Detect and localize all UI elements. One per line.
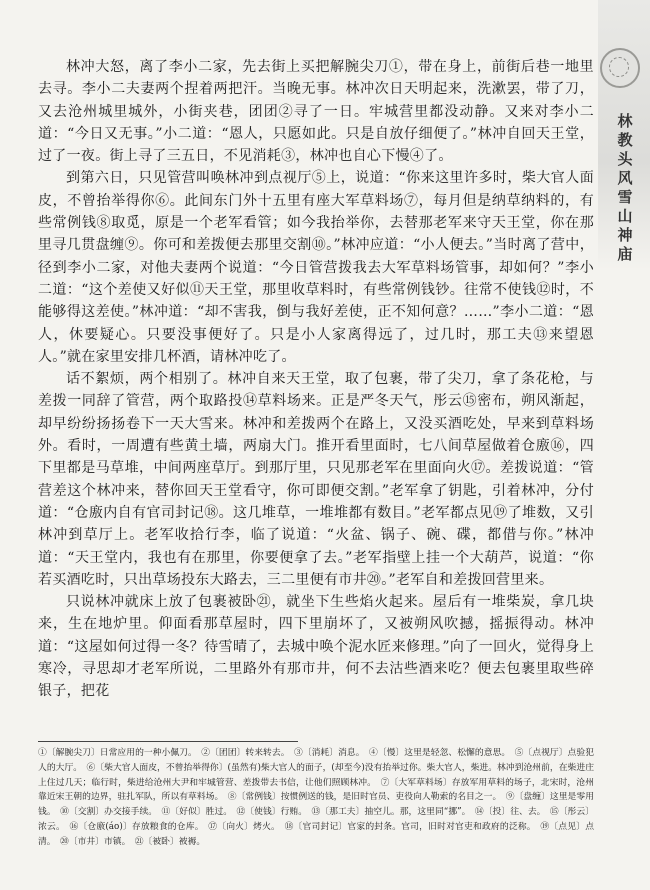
side-decoration	[598, 0, 650, 270]
footnote-divider	[38, 741, 298, 742]
paragraph: 只说林冲就床上放了包裹被卧㉑，就坐下生些焰火起来。屋后有一堆柴炭，拿几块来，生在地炉里。仰面看那草屋时，四下里崩坏了，又被朔风吹撼，摇振得动。林冲道：“这屋如何过得一冬？待雪晴了，去城中唤个泥水匠来修理。”向了一回火，觉得身上寒冷，寻思却才老军所说，二里路外有那市井，何不去沽些酒来吃？便去包裹里取些碎银子，把花	[38, 594, 594, 700]
main-text	[38, 56, 594, 703]
seal-icon	[600, 48, 640, 88]
footnote-text: ①〔解腕尖刀〕日常应用的一种小佩刀。 ②〔团团〕转来转去。 ③〔消耗〕消息。 ④〔慢〕这里是轻忽、松懈的意思。 ⑤〔点视厅〕点验犯人的大厅。 ⑥〔柴大官人面皮，不曾抬举得你〕(虽然有)柴大官人的面子，(却至今)没有抬举过你。柴大官人，柴进。林冲到沧州前，在柴进庄上住过几天；临行时，柴进给沧州大尹和牢城管营、差拨带去书信，让他们照顾林冲。 ⑦〔大军草料场〕存放军用草料的场子，北宋时，沧州靠近宋王朝的边界，驻扎军队，所以有草料场。 ⑧〔常例钱〕按惯例送的钱，是旧时官员、吏役向人勒索的名目之一。 ⑨〔盘缠〕这里是零用钱。 ⑩〔交割〕办交接手续。 ⑪〔好似〕胜过。 ⑫〔使钱〕行贿。 ⑬〔那工夫〕抽空儿。那，这里同“挪”。 ⑭〔投〕往、去。 ⑮〔彤云〕浓云。 ⑯〔仓廒(áo)〕存放粮食的仓库。 ⑰〔向火〕烤火。 ⑱〔官司封记〕官家的封条。官司，旧时对官吏和政府的泛称。 ⑲〔点见〕点清。 ⑳〔市井〕市镇。 ㉑〔被卧〕被褥。	[38, 748, 594, 847]
paragraph: 到第六日，只见管营叫唤林冲到点视厅⑤上，说道：“你来这里许多时，柴大官人面皮，不曾抬举得你⑥。此间东门外十五里有座大军草料场⑦，每月但是纳草纳料的，有些常例钱⑧取觅，原是一个老军看管；如今我抬举你，去替那老军来守天王堂，你在那里寻几贯盘缠⑨。你可和差拨便去那里交割⑩。”林冲应道：“小人便去。”当时离了营中，径到李小二家，对他夫妻两个说道：“今日管营拨我去大军草料场管事，却如何？”李小二道：“这个差使又好似⑪天王堂，那里收草料时，有些常例钱钞。往常不使钱⑫时，不能够得这差使。”林冲道：“却不害我，倒与我好差使，正不知何意？……”李小二道：“恩人，休要疑心。只要没事便好了。只是小人家离得远了，过几时，那工夫⑬来望恩人。”就在家里安排几杯酒，请林冲吃了。	[38, 170, 594, 365]
paragraph: 林冲大怒，离了李小二家，先去街上买把解腕尖刀①，带在身上，前街后巷一地里去寻。李小二夫妻两个捏着两把汗。当晚无事。林冲次日天明起来，洗漱罢，带了刀，又去沧州城里城外，小街夹巷，团团②寻了一日。牢城营里都没动静。又来对李小二道：“今日又无事。”小二道：“恩人，只愿如此。只是自放仔细便了。”林冲自回天王堂，过了一夜。街上寻了三五日，不见消耗③，林冲也自心下慢④了。	[38, 59, 594, 165]
paragraph: 话不絮烦，两个相别了。林冲自来天王堂，取了包裹，带了尖刀，拿了条花枪，与差拨一同辞了管营，两个取路投⑭草料场来。正是严冬天气，彤云⑮密布，朔风渐起，却早纷纷扬扬卷下一天大雪来。林冲和差拨两个在路上，又没买酒吃处，早来到草料场外。看时，一周遭有些黄土墙，两扇大门。推开看里面时，七八间草屋做着仓廒⑯，四下里都是马草堆，中间两座草厅。到那厅里，只见那老军在里面向火⑰。差拨说道：“管营差这个林冲来，替你回天王堂看守，你可即便交割。”老军拿了钥匙，引着林冲，分付道：“仓廒内自有官司封记⑱。这几堆草，一堆堆都有数目。”老军都点见⑲了堆数，又引林冲到草厅上。老军收拾行李，临了说道：“火盆、锅子、碗、碟，都借与你。”林冲道：“天王堂内，我也有在那里，你要便拿了去。”老军指壁上挂一个大葫芦，说道：“你若买酒吃时，只出草场投东大路去，三二里便有市井⑳。”老军自和差拨回营里来。	[38, 371, 594, 588]
chapter-title-vertical: 林教头风雪山神庙	[617, 112, 633, 263]
footnotes	[38, 746, 594, 850]
